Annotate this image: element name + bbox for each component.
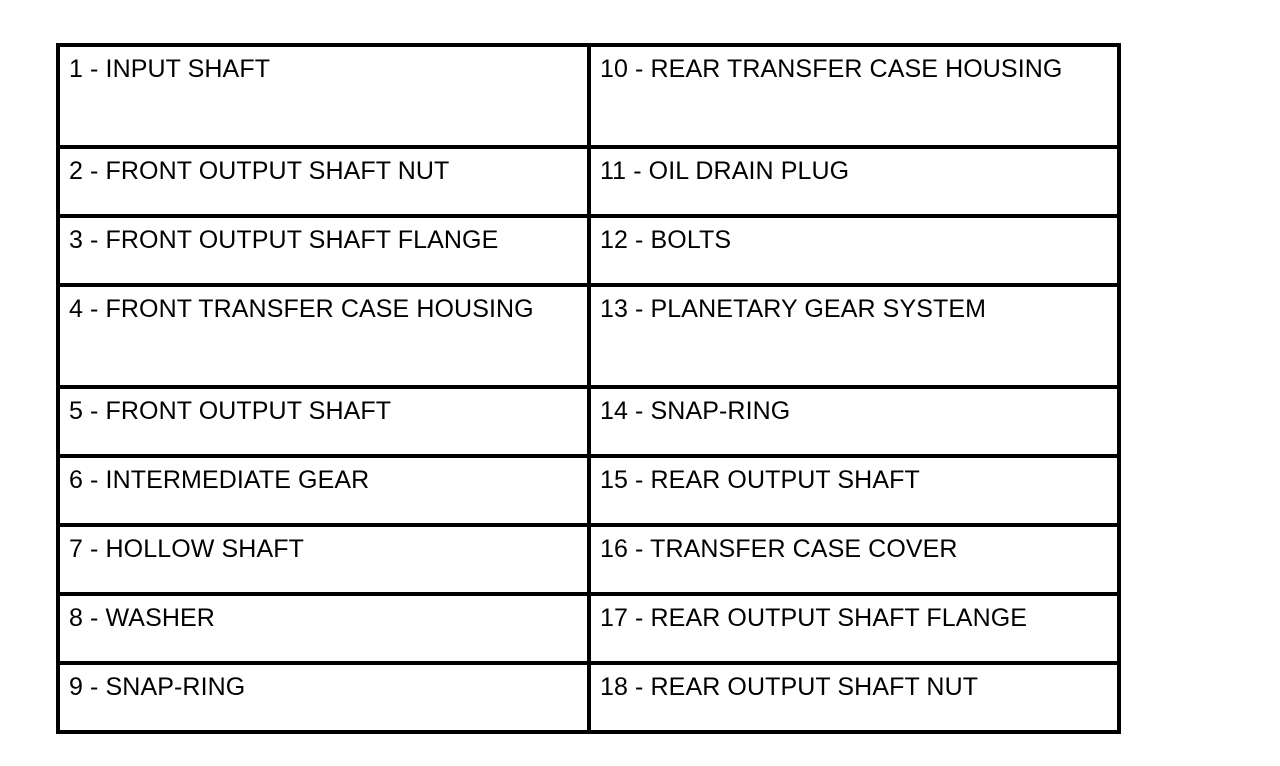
part-label-10: 10 - REAR TRANSFER CASE HOUSING [589,45,1119,147]
part-label-13: 13 - PLANETARY GEAR SYSTEM [589,285,1119,387]
parts-legend-table [56,43,1121,734]
part-label-16: 16 - TRANSFER CASE COVER [589,525,1119,594]
part-label-5: 5 - FRONT OUTPUT SHAFT [58,387,589,456]
part-label-15: 15 - REAR OUTPUT SHAFT [589,456,1119,525]
part-label-17: 17 - REAR OUTPUT SHAFT FLANGE [589,594,1119,663]
table-row [58,594,1119,663]
table-row [58,285,1119,387]
part-label-3: 3 - FRONT OUTPUT SHAFT FLANGE [58,216,589,285]
part-label-11: 11 - OIL DRAIN PLUG [589,147,1119,216]
table-row [58,663,1119,732]
part-label-12: 12 - BOLTS [589,216,1119,285]
part-label-8: 8 - WASHER [58,594,589,663]
part-label-7: 7 - HOLLOW SHAFT [58,525,589,594]
part-label-1: 1 - INPUT SHAFT [58,45,589,147]
table-row [58,147,1119,216]
part-label-18: 18 - REAR OUTPUT SHAFT NUT [589,663,1119,732]
part-label-14: 14 - SNAP-RING [589,387,1119,456]
part-label-2: 2 - FRONT OUTPUT SHAFT NUT [58,147,589,216]
table-row [58,387,1119,456]
part-label-6: 6 - INTERMEDIATE GEAR [58,456,589,525]
parts-legend-body [58,45,1119,732]
table-row [58,456,1119,525]
table-row [58,45,1119,147]
part-label-9: 9 - SNAP-RING [58,663,589,732]
table-row [58,216,1119,285]
part-label-4: 4 - FRONT TRANSFER CASE HOUSING [58,285,589,387]
table-row [58,525,1119,594]
